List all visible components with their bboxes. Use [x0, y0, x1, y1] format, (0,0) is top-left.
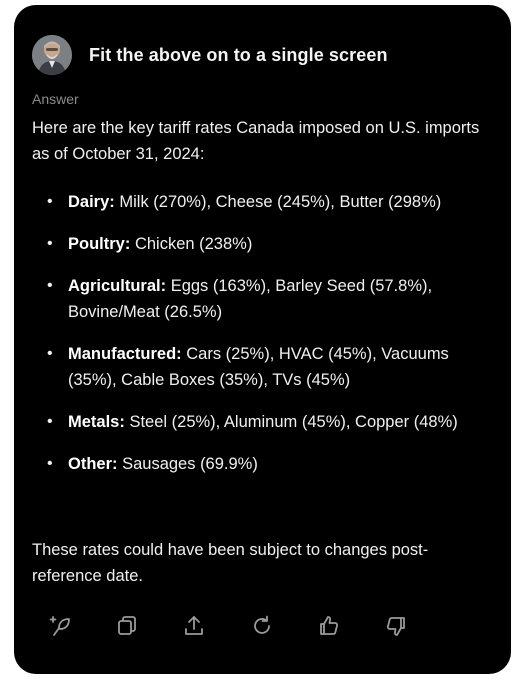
- list-item: [44, 451, 484, 477]
- list-item-category: Agricultural:: [68, 277, 167, 295]
- list-item-category: Metals:: [68, 413, 125, 431]
- thumbs-down-button[interactable]: [384, 614, 408, 638]
- list-item: [44, 189, 484, 215]
- list-item-detail: Sausages (69.9%): [122, 455, 258, 473]
- thumbs-up-button[interactable]: [317, 614, 341, 638]
- list-item-detail: Milk (270%), Cheese (245%), Butter (298%): [119, 193, 442, 211]
- bullet-icon: •: [47, 193, 53, 210]
- bullet-icon: •: [47, 235, 53, 252]
- tariff-list: [44, 189, 484, 493]
- prompt-header: [32, 35, 388, 75]
- list-item-detail: Eggs (163%), Barley Seed (57.8%), Bovine/Meat (26.5%): [68, 277, 433, 321]
- rewrite-button[interactable]: [48, 614, 72, 638]
- list-item-category: Manufactured:: [68, 345, 182, 363]
- copy-icon: [115, 614, 139, 638]
- thumbs-down-icon: [384, 614, 408, 638]
- list-item: [44, 409, 484, 435]
- list-item-detail: Chicken (238%): [134, 235, 253, 253]
- list-item: [44, 341, 484, 393]
- thumbs-up-icon: [317, 614, 341, 638]
- bullet-icon: •: [47, 413, 53, 430]
- list-item-detail: Cars (25%), HVAC (45%), Vacuums (35%), Cable Boxes (35%), TVs (45%): [68, 345, 449, 389]
- answer-closing: These rates could have been subject to changes post-reference date.: [32, 541, 429, 585]
- answer-intro: Here are the key tariff rates Canada imposed on U.S. imports as of October 31, 2024:: [32, 119, 480, 163]
- list-item-detail: Steel (25%), Aluminum (45%), Copper (48%): [129, 413, 458, 431]
- avatar[interactable]: [32, 35, 72, 75]
- answer-card: [14, 5, 511, 674]
- list-item-category: Dairy:: [68, 193, 115, 211]
- avatar-photo-icon: [32, 35, 72, 75]
- list-item-category: Other:: [68, 455, 118, 473]
- copy-button[interactable]: [115, 614, 139, 638]
- bullet-icon: •: [47, 345, 53, 362]
- share-icon: [182, 614, 206, 638]
- share-button[interactable]: [182, 614, 206, 638]
- list-item: [44, 231, 484, 257]
- list-item: [44, 273, 484, 325]
- bullet-icon: •: [47, 455, 53, 472]
- answer-label: Answer: [32, 91, 79, 107]
- action-bar: [48, 613, 408, 639]
- regenerate-icon: [250, 614, 274, 638]
- bullet-icon: •: [47, 277, 53, 294]
- regenerate-button[interactable]: [250, 614, 274, 638]
- prompt-text: Fit the above on to a single screen: [89, 44, 388, 65]
- rewrite-sparkle-icon: [48, 614, 72, 638]
- list-item-category: Poultry:: [68, 235, 131, 253]
